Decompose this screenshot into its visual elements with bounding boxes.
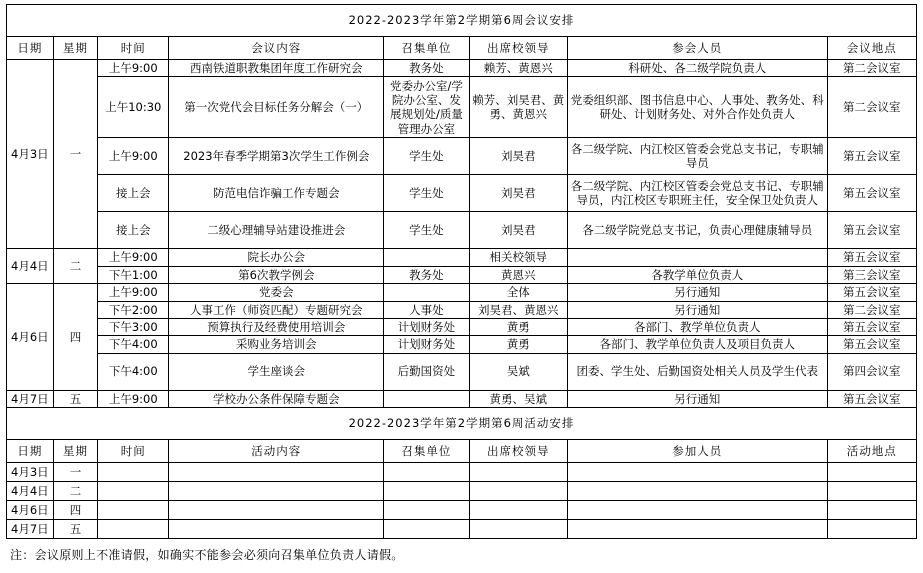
column-header-leader: 出席校领导 — [469, 37, 567, 60]
cell-people: 科研处、各二级学院负责人 — [567, 60, 827, 77]
cell-content: 二级心理辅导站建设推进会 — [169, 212, 384, 249]
cell-weekday: 二 — [53, 482, 98, 501]
cell-content: 采购业务培训会 — [169, 336, 384, 353]
cell-leader — [469, 520, 567, 539]
column-header-place: 活动地点 — [827, 440, 916, 463]
column-header-leader: 出席校领导 — [469, 440, 567, 463]
cell-unit: 学生处 — [384, 138, 469, 175]
column-header-place: 会议地点 — [827, 37, 916, 60]
cell-leader: 黄恩兴 — [469, 266, 567, 283]
cell-unit: 教务处 — [384, 266, 469, 283]
cell-weekday: 五 — [53, 520, 98, 539]
cell-leader: 刘昊君 — [469, 175, 567, 212]
cell-date: 4月3日 — [7, 463, 54, 482]
cell-place — [827, 520, 916, 539]
cell-unit — [384, 501, 469, 520]
cell-unit — [384, 463, 469, 482]
table-row — [7, 138, 917, 175]
cell-people: 各部门、教学单位负责人及项目负责人 — [567, 336, 827, 353]
cell-place: 第五会议室 — [827, 138, 916, 175]
cell-place: 第二会议室 — [827, 60, 916, 77]
cell-time — [98, 463, 169, 482]
cell-date: 4月4日 — [7, 249, 54, 284]
cell-unit — [384, 482, 469, 501]
cell-time: 下午2:00 — [98, 301, 169, 318]
table-row — [7, 284, 917, 301]
cell-unit: 学生处 — [384, 175, 469, 212]
table-row — [7, 77, 917, 138]
table-row — [7, 318, 917, 335]
cell-date: 4月6日 — [7, 501, 54, 520]
cell-time: 上午10:30 — [98, 77, 169, 138]
cell-time — [98, 482, 169, 501]
meeting-header-row — [7, 37, 917, 60]
cell-time — [98, 520, 169, 539]
cell-people: 各二级学院、内江校区管委会党总支书记，专职辅导员 — [567, 138, 827, 175]
cell-time: 下午3:00 — [98, 318, 169, 335]
cell-place: 第五会议室 — [827, 284, 916, 301]
cell-content: 防范电信诈骗工作专题会 — [169, 175, 384, 212]
meeting-table-title: 2022-2023学年第2学期第6周会议安排 — [7, 5, 917, 37]
cell-people — [567, 482, 827, 501]
cell-time: 上午9:00 — [98, 60, 169, 77]
cell-place: 第三会议室 — [827, 266, 916, 283]
table-row — [7, 212, 917, 249]
cell-leader: 相关校领导 — [469, 249, 567, 266]
table-row — [7, 353, 917, 390]
column-header-unit: 召集单位 — [384, 37, 469, 60]
cell-content — [169, 482, 384, 501]
cell-time: 下午4:00 — [98, 336, 169, 353]
cell-time: 接上会 — [98, 175, 169, 212]
cell-time: 下午4:00 — [98, 353, 169, 390]
cell-place — [827, 501, 916, 520]
column-header-content: 活动内容 — [169, 440, 384, 463]
weekly-meeting-table — [6, 4, 917, 539]
cell-leader: 刘昊君 — [469, 212, 567, 249]
cell-content — [169, 520, 384, 539]
cell-leader: 赖芳、刘昊君、黄勇、黄恩兴 — [469, 77, 567, 138]
cell-weekday: 一 — [53, 60, 98, 249]
cell-content: 人事工作（师资匹配）专题研究会 — [169, 301, 384, 318]
cell-unit — [384, 284, 469, 301]
cell-time: 上午9:00 — [98, 249, 169, 266]
cell-leader — [469, 463, 567, 482]
activity-title-row — [7, 408, 917, 440]
cell-people: 各教学单位负责人 — [567, 266, 827, 283]
cell-leader: 黄勇、吴斌 — [469, 390, 567, 407]
cell-time: 上午9:00 — [98, 390, 169, 407]
cell-unit: 党委办公室/学院办公室、发展规划处/质量管理办公室 — [384, 77, 469, 138]
cell-place: 第二会议室 — [827, 301, 916, 318]
cell-people: 党委组织部、图书信息中心、人事处、教务处、科研处、计划财务处、对外合作处负责人 — [567, 77, 827, 138]
column-header-time: 时间 — [98, 440, 169, 463]
cell-unit: 学生处 — [384, 212, 469, 249]
cell-leader — [469, 501, 567, 520]
cell-leader: 吴斌 — [469, 353, 567, 390]
cell-content: 院长办公会 — [169, 249, 384, 266]
column-header-people: 参加人员 — [567, 440, 827, 463]
cell-leader: 刘昊君、黄恩兴 — [469, 301, 567, 318]
cell-people: 各二级学院、内江校区管委会党总支书记、专职辅导员，内江校区专职班主任，安全保卫处负责人 — [567, 175, 827, 212]
cell-place: 第五会议室 — [827, 318, 916, 335]
cell-time: 上午9:00 — [98, 138, 169, 175]
column-header-content: 会议内容 — [169, 37, 384, 60]
cell-unit: 计划财务处 — [384, 336, 469, 353]
cell-leader: 赖芳、黄恩兴 — [469, 60, 567, 77]
cell-weekday: 二 — [53, 249, 98, 284]
cell-content: 第一次党代会目标任务分解会（一） — [169, 77, 384, 138]
cell-people: 另行通知 — [567, 301, 827, 318]
cell-date: 4月4日 — [7, 482, 54, 501]
cell-date: 4月6日 — [7, 284, 54, 391]
cell-leader: 刘昊君 — [469, 138, 567, 175]
cell-place — [827, 482, 916, 501]
cell-unit — [384, 249, 469, 266]
cell-content — [169, 463, 384, 482]
cell-content: 2023年春季学期第3次学生工作例会 — [169, 138, 384, 175]
cell-people — [567, 501, 827, 520]
cell-people: 各二级学院党总支书记，负责心理健康辅导员 — [567, 212, 827, 249]
cell-weekday: 一 — [53, 463, 98, 482]
cell-people — [567, 520, 827, 539]
cell-people: 各部门、教学单位负责人 — [567, 318, 827, 335]
cell-leader: 黄勇 — [469, 318, 567, 335]
cell-leader — [469, 482, 567, 501]
table-row — [7, 301, 917, 318]
table-row — [7, 520, 917, 539]
cell-place: 第四会议室 — [827, 353, 916, 390]
cell-content: 西南铁道职教集团年度工作研究会 — [169, 60, 384, 77]
cell-content: 党委会 — [169, 284, 384, 301]
cell-place: 第五会议室 — [827, 249, 916, 266]
cell-place: 第二会议室 — [827, 77, 916, 138]
cell-place: 第五会议室 — [827, 336, 916, 353]
column-header-date: 日期 — [7, 37, 54, 60]
cell-date: 4月3日 — [7, 60, 54, 249]
table-row — [7, 390, 917, 407]
column-header-weekday: 星期 — [53, 37, 98, 60]
table-row — [7, 501, 917, 520]
cell-place: 第五会议室 — [827, 212, 916, 249]
cell-weekday: 四 — [53, 284, 98, 391]
footer-note: 注：会议原则上不准请假，如确实不能参会必须向召集单位负责人请假。 — [10, 548, 404, 562]
cell-time: 接上会 — [98, 212, 169, 249]
cell-unit: 计划财务处 — [384, 318, 469, 335]
cell-unit — [384, 520, 469, 539]
cell-people — [567, 249, 827, 266]
cell-time: 上午9:00 — [98, 284, 169, 301]
cell-time — [98, 501, 169, 520]
activity-header-row — [7, 440, 917, 463]
table-row — [7, 482, 917, 501]
cell-place: 第五会议室 — [827, 175, 916, 212]
cell-content: 学校办公条件保障专题会 — [169, 390, 384, 407]
cell-date: 4月7日 — [7, 520, 54, 539]
cell-content: 第6次教学例会 — [169, 266, 384, 283]
table-row — [7, 266, 917, 283]
cell-unit — [384, 390, 469, 407]
column-header-people: 参会人员 — [567, 37, 827, 60]
cell-leader: 黄勇 — [469, 336, 567, 353]
cell-content — [169, 501, 384, 520]
column-header-date: 日期 — [7, 440, 54, 463]
cell-people: 另行通知 — [567, 390, 827, 407]
cell-weekday: 五 — [53, 390, 98, 407]
cell-content: 预算执行及经费使用培训会 — [169, 318, 384, 335]
cell-place — [827, 463, 916, 482]
table-row — [7, 249, 917, 266]
cell-unit: 人事处 — [384, 301, 469, 318]
cell-unit: 教务处 — [384, 60, 469, 77]
cell-content: 学生座谈会 — [169, 353, 384, 390]
activity-table-title: 2022-2023学年第2学期第6周活动安排 — [7, 408, 917, 440]
column-header-unit: 召集单位 — [384, 440, 469, 463]
cell-people — [567, 463, 827, 482]
cell-weekday: 四 — [53, 501, 98, 520]
column-header-time: 时间 — [98, 37, 169, 60]
cell-time: 下午1:00 — [98, 266, 169, 283]
table-row — [7, 60, 917, 77]
cell-unit: 后勤国资处 — [384, 353, 469, 390]
table-row — [7, 175, 917, 212]
cell-leader: 全体 — [469, 284, 567, 301]
meeting-title-row — [7, 5, 917, 37]
cell-place: 第五会议室 — [827, 390, 916, 407]
table-row — [7, 463, 917, 482]
cell-people: 另行通知 — [567, 284, 827, 301]
cell-date: 4月7日 — [7, 390, 54, 407]
table-row — [7, 336, 917, 353]
cell-people: 团委、学生处、后勤国资处相关人员及学生代表 — [567, 353, 827, 390]
column-header-weekday: 星期 — [53, 440, 98, 463]
